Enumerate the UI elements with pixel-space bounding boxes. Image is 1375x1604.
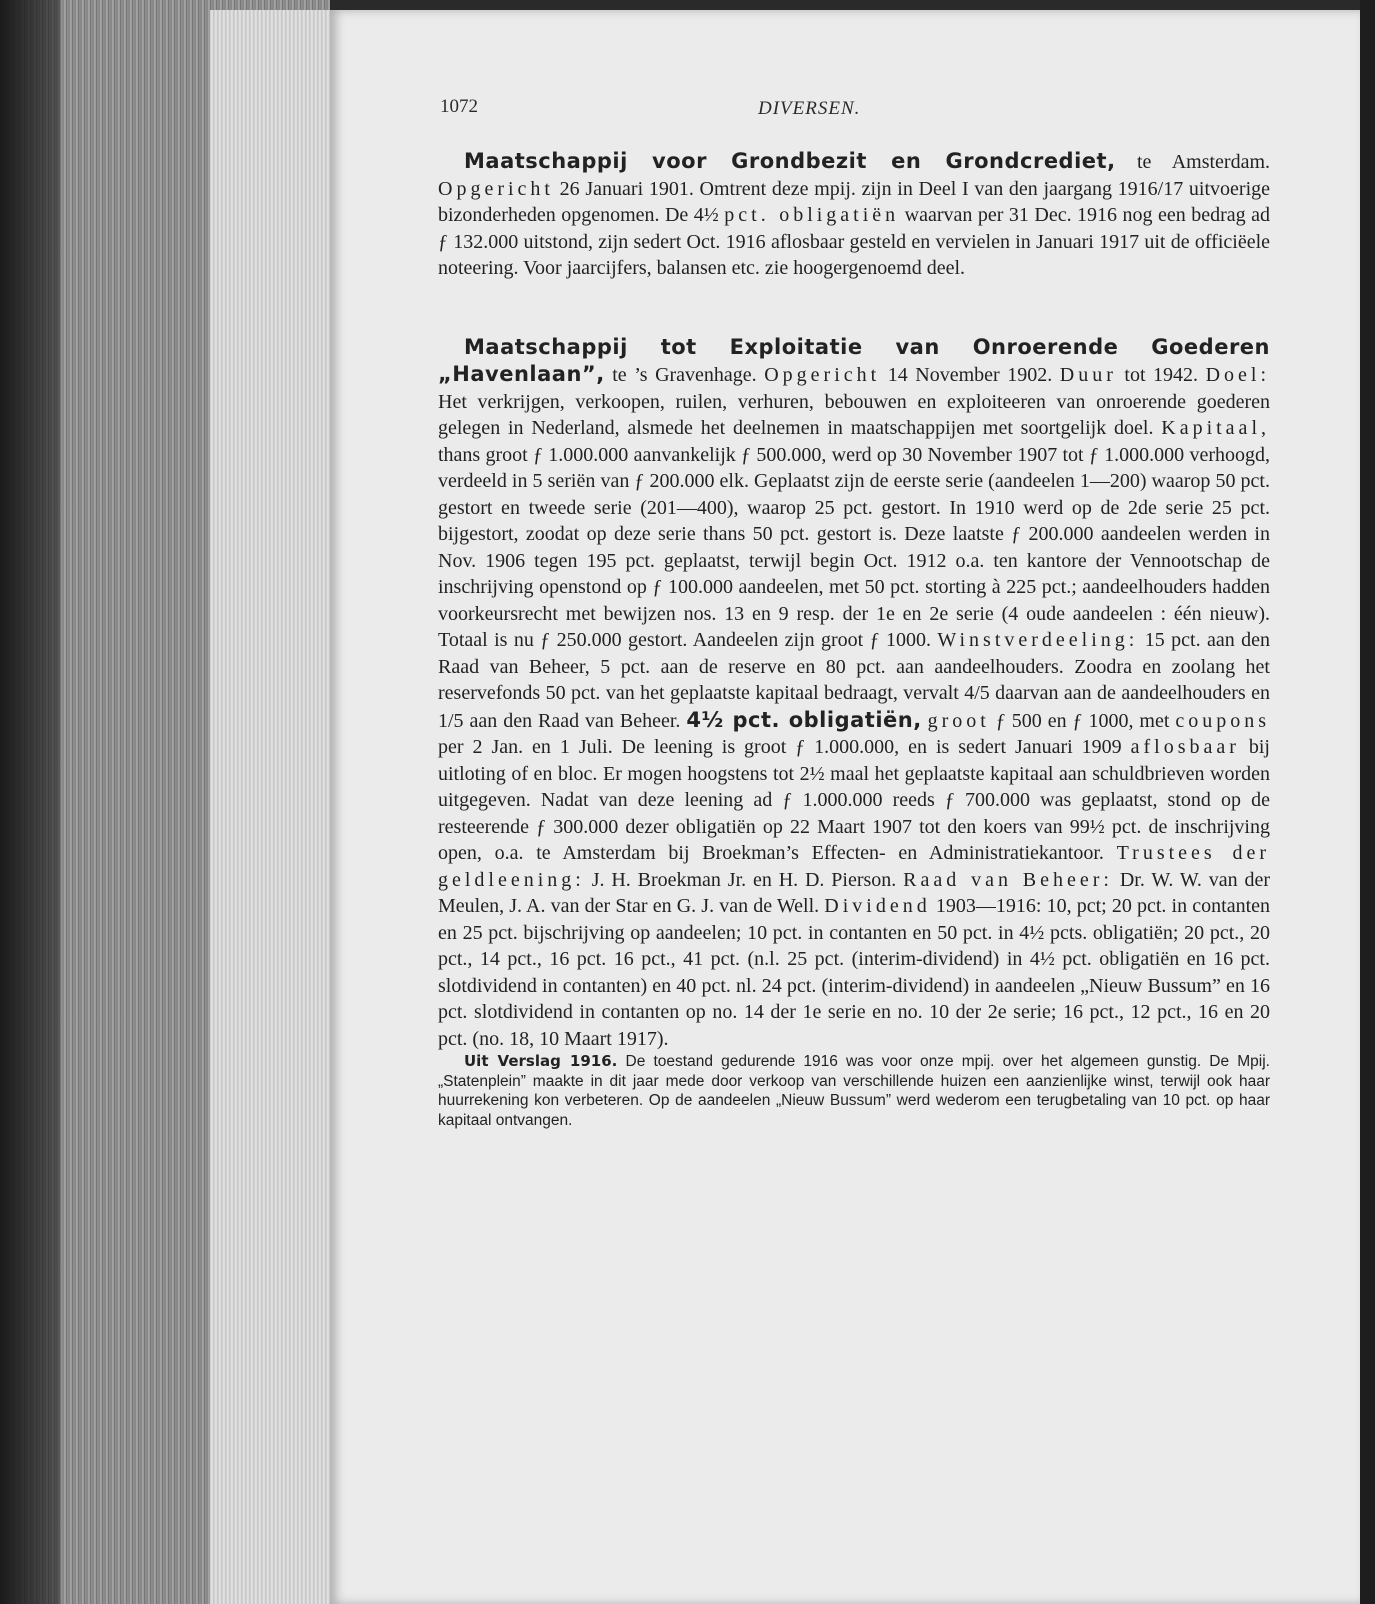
section-gap bbox=[438, 282, 1270, 334]
spaced-term: Raad van Beheer: bbox=[903, 868, 1113, 891]
entry-grondbezit bbox=[438, 148, 1270, 282]
text-run: J. H. Broekman Jr. en H. D. Pierson. bbox=[584, 868, 904, 891]
text-run: tot 1942. bbox=[1116, 364, 1206, 386]
spaced-term: Doel: bbox=[1205, 364, 1270, 386]
annual-report-note bbox=[438, 1052, 1270, 1130]
book-page-edges bbox=[0, 0, 330, 1604]
text-run: te Amsterdam. bbox=[1115, 151, 1270, 173]
spaced-term: Trustees der geldleening: bbox=[438, 842, 1270, 891]
spaced-term: Kapitaal, bbox=[1161, 417, 1270, 439]
report-text: De toestand gedurende 1916 was voor onze mpij. over het algemeen gunstig. De Mpij. „Statenplein” maakte in dit jaar mede door verkoop van verschillende huizen een aanzienlijke winst, terwijl ook haar huurrekening kon verbeteren. Op de aandeelen „Nieuw Bussum” werd wederom een terugbetaling van 10 pct. op haar kapitaal ontvangen. bbox=[438, 1053, 1270, 1129]
page-header bbox=[440, 96, 1270, 126]
text-run: ƒ 500 en ƒ 1000, met bbox=[989, 709, 1176, 732]
sub-heading: 4½ pct. obligatiën, bbox=[686, 707, 922, 732]
text-run: Dr. W. W. van der Meulen, J. A. van der Star en G. J. van de Well. bbox=[438, 868, 1270, 917]
book-spine-shadow bbox=[0, 0, 60, 1604]
text-run: thans groot ƒ 1.000.000 aanvankelijk ƒ 500.000, werd op 30 November 1907 tot ƒ 1.000.000 verhoogd, verdeeld in 5 seriën van ƒ 200.000 elk. Geplaatst zijn de eerste serie (aandeelen 1—200) waarop 50 pct. gestort en tweede serie (201—400), waarop 25 pct. gestort. In 1910 werd op de 2de serie 25 pct. bijgestort, zoodat op deze serie thans 50 pct. gestort is. Deze laatste ƒ 200.000 aandeelen werden in Nov. 1906 tegen 195 pct. geplaatst, terwijl begin Oct. 1912 o.a. ten kantore der Vennootschap de inschrijving openstond op ƒ 100.000 aandeelen, met 50 pct. storting à 225 pct.; aandeelhouders hadden voorkeursrecht met bewijzen nos. 13 en 9 resp. der 1e en 2e serie (4 oude aandeelen : één nieuw). Totaal is nu ƒ 250.000 gestort. Aandeelen zijn groot ƒ 1000. bbox=[438, 443, 1270, 651]
text-run: 26 Januari 1901. Omtrent deze mpij. zijn in Deel I van den jaargang 1916/17 uitvoerige bizonderheden opgenomen. De 4½ bbox=[438, 177, 1270, 226]
text-run: Het verkrijgen, verkoopen, ruilen, verhuren, bebouwen en exploiteeren van onroerende goederen gelegen in Nederland, alsmede het deelnemen in maatschappijen met soortgelijk doel. bbox=[438, 390, 1270, 439]
spaced-term: groot bbox=[927, 709, 990, 732]
entry-heading: Maatschappij voor Grondbezit en Grondcrediet, bbox=[464, 149, 1116, 173]
text-run: 14 November 1902. bbox=[880, 364, 1060, 386]
text-run: per 2 Jan. en 1 Juli. De leening is groot ƒ 1.000.000, en is sedert Januari 1909 bbox=[438, 736, 1131, 758]
text-run: 15 pct. aan den Raad van Beheer, 5 pct. aan de reserve en 80 pct. aan aandeelhouders. Zoodra en zoolang het reservefonds 50 pct. van het geplaatste kapitaal bedraagt, vervalt 4/5 daarvan aan de aandeelhouders en 1/5 aan den Raad van Beheer. bbox=[438, 629, 1270, 732]
page-number: 1072 bbox=[440, 96, 478, 117]
text-run: bij uitloting of en bloc. Er mogen hoogstens tot 2½ maal het geplaatste kapitaal aan schuldbrieven worden uitgegeven. Nadat van deze leening ad ƒ 1.000.000 reeds ƒ 700.000 was geplaatst, stond op de resteerende ƒ 300.000 dezer obligatiën op 22 Maart 1907 tot den koers van 99½ pct. de inschrijving open, o.a. te Amsterdam bij Broekman’s Effecten- en Administratiekantoor. bbox=[438, 736, 1270, 864]
spaced-term: Opgericht bbox=[764, 364, 881, 386]
right-border bbox=[1360, 0, 1375, 1604]
spaced-term: Winstverdeeling: bbox=[937, 629, 1139, 651]
text-run: waarvan per 31 Dec. 1916 nog een bedrag ad ƒ 132.000 uitstond, zijn sedert Oct. 1916 aflosbaar gesteld en vervielen in Januari 1917 uit de officiëele noteering. Voor jaarcijfers, balansen etc. zie hoogergenoemd deel. bbox=[438, 204, 1271, 279]
text-run: te ’s Gravenhage. bbox=[604, 364, 765, 386]
spaced-term: Opgericht bbox=[438, 177, 554, 200]
entry-havenlaan bbox=[438, 334, 1270, 1053]
spaced-term: aflosbaar bbox=[1130, 736, 1240, 758]
page-content bbox=[438, 148, 1270, 1130]
spaced-term: coupons bbox=[1175, 709, 1271, 732]
spaced-term: Dividend bbox=[824, 895, 931, 917]
report-heading: Uit Verslag 1916. bbox=[464, 1052, 618, 1070]
entry-heading: Maatschappij tot Exploitatie van Onroerende Goederen „Havenlaan”, bbox=[438, 334, 1270, 386]
text-run: 1903—1916: 10, pct; 20 pct. in contanten en 25 pct. bijschrijving op aandeelen; 10 pct. in contanten en 50 pct. in 4½ pcts. obligatiën; 20 pct., 20 pct., 14 pct., 16 pct. 16 pct., 41 pct. (n.l. 25 pct. (interim-dividend) in 4½ pct. obligatiën en 16 pct. slotdividend in contanten) en 40 pct. nl. 24 pct. (interim-dividend) in aandeelen „Nieuw Bussum” en 16 pct. slotdividend in contanten op no. 14 der 1e serie en no. 10 der 2e serie; 16 pct., 12 pct., 16 en 20 pct. (no. 18, 10 Maart 1917). bbox=[438, 895, 1270, 1050]
spaced-term: pct. obligatiën bbox=[724, 204, 900, 226]
stacked-pages bbox=[210, 10, 330, 1604]
running-title: DIVERSEN. bbox=[758, 98, 861, 119]
spaced-term: Duur bbox=[1059, 364, 1117, 386]
